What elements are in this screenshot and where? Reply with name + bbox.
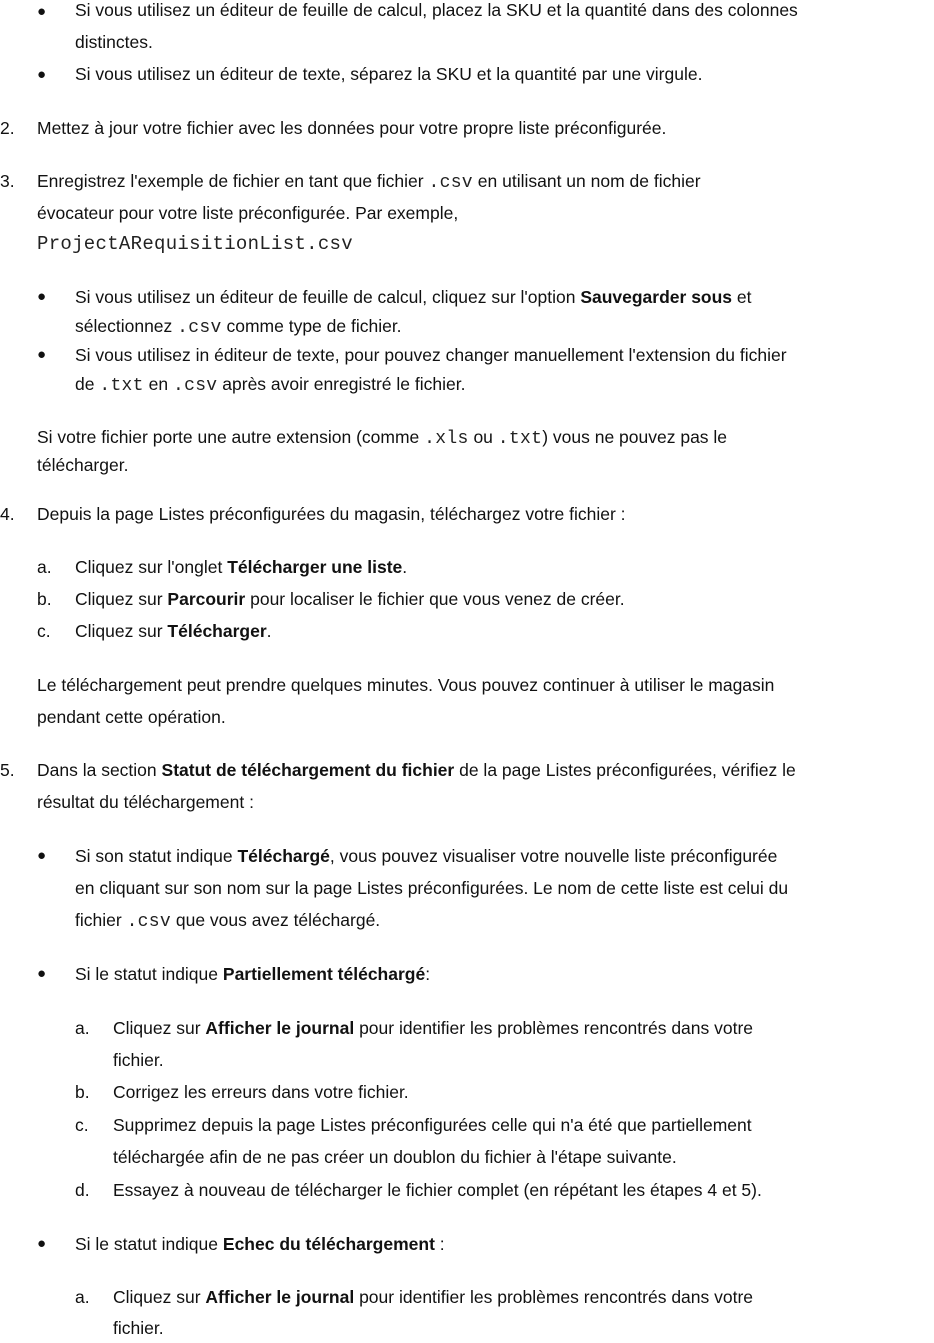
code-ext: .xls bbox=[424, 429, 469, 449]
sub-item-line: téléchargée afin de ne pas créer un doublon du fichier à l'étape suivante. bbox=[113, 1147, 677, 1167]
text-run: ) vous ne pouvez pas le bbox=[542, 427, 728, 447]
note-text-line: télécharger. bbox=[37, 455, 129, 475]
step-text bbox=[37, 167, 701, 198]
bullet-dot: ● bbox=[37, 965, 47, 982]
bold-label: Afficher le journal bbox=[205, 1287, 355, 1307]
step-text bbox=[37, 756, 796, 785]
bold-label: Sauvegarder sous bbox=[580, 287, 733, 307]
bullet-dot: ● bbox=[37, 847, 47, 864]
note-text bbox=[37, 423, 727, 454]
sub-item: Corrigez les erreurs dans votre fichier. bbox=[113, 1082, 409, 1102]
bold-label: Téléchargé bbox=[237, 846, 330, 866]
text-run: sélectionnez bbox=[75, 316, 173, 336]
bullet-dot: ● bbox=[37, 66, 47, 83]
step-text: Mettez à jour votre fichier avec les données pour votre propre liste préconfigurée. bbox=[37, 118, 667, 138]
sub-item bbox=[75, 553, 407, 582]
bullet-item bbox=[75, 0, 798, 57]
text-run: Cliquez sur l'onglet bbox=[75, 557, 223, 577]
sub-item bbox=[113, 1014, 753, 1043]
text-run: Si le statut indique bbox=[75, 964, 219, 984]
text-run: : bbox=[425, 964, 431, 984]
text-run: Dans la section bbox=[37, 760, 157, 780]
bold-label: Télécharger une liste bbox=[227, 557, 403, 577]
sub-marker: c. bbox=[37, 621, 51, 641]
sub-marker: a. bbox=[75, 1018, 90, 1038]
bullet-dot: ● bbox=[37, 3, 47, 20]
bullet-line: en cliquant sur son nom sur la page Listes préconfigurées. Le nom de cette liste est celui du bbox=[75, 878, 789, 898]
bullet-item: Si vous utilisez in éditeur de texte, pour pouvez changer manuellement l'extension du fichier bbox=[75, 345, 787, 365]
text-run: pour identifier les problèmes rencontrés dans votre bbox=[359, 1287, 754, 1307]
bullet-dot: ● bbox=[37, 346, 47, 363]
sub-item bbox=[113, 1283, 753, 1312]
bold-label: Télécharger bbox=[167, 621, 267, 641]
sub-item: Essayez à nouveau de télécharger le fichier complet (en répétant les étapes 4 et 5). bbox=[113, 1180, 762, 1200]
sub-marker: a. bbox=[75, 1287, 90, 1307]
bullet-item bbox=[75, 1230, 445, 1259]
sub-marker: b. bbox=[37, 589, 52, 609]
text-run: de la page Listes préconfigurées, vérifiez le bbox=[459, 760, 796, 780]
bullet-dot: ● bbox=[37, 1235, 47, 1252]
text-run: que vous avez téléchargé. bbox=[175, 910, 381, 930]
text-run: Si vous utilisez un éditeur de feuille de calcul, cliquez sur l'option bbox=[75, 287, 576, 307]
text-run: comme type de fichier. bbox=[226, 316, 402, 336]
text-run: Si votre fichier porte une autre extension (comme bbox=[37, 427, 420, 447]
text-run: Si son statut indique bbox=[75, 846, 233, 866]
sub-marker: b. bbox=[75, 1082, 90, 1102]
text-run: Enregistrez l'exemple de fichier en tant que fichier bbox=[37, 171, 424, 191]
code-ext: .csv bbox=[177, 318, 222, 338]
sub-marker: c. bbox=[75, 1115, 89, 1135]
text-run: ou bbox=[473, 427, 493, 447]
sub-item: Supprimez depuis la page Listes préconfigurées celle qui n'a été que partiellement bbox=[113, 1115, 752, 1135]
bold-label: Partiellement téléchargé bbox=[222, 964, 426, 984]
text-run: Si le statut indique bbox=[75, 1234, 219, 1254]
sub-item bbox=[75, 617, 272, 646]
text-run: de bbox=[75, 374, 95, 394]
text-run: pour identifier les problèmes rencontrés dans votre bbox=[359, 1018, 754, 1038]
sub-item-line: fichier. bbox=[113, 1050, 164, 1070]
step-number: 4. bbox=[0, 504, 15, 524]
text-run: Cliquez sur bbox=[113, 1287, 201, 1307]
text-run: : bbox=[439, 1234, 445, 1254]
sub-marker: a. bbox=[37, 557, 52, 577]
bullet-line bbox=[75, 312, 402, 343]
text-run: et bbox=[736, 287, 752, 307]
code-filename: ProjectARequisitionList.csv bbox=[37, 233, 353, 255]
text-run: Cliquez sur bbox=[75, 621, 163, 641]
text-run: Cliquez sur bbox=[75, 589, 163, 609]
step-number: 2. bbox=[0, 118, 15, 138]
step-text-line: évocateur pour votre liste préconfigurée. Par exemple, bbox=[37, 203, 459, 223]
bullet-dot: ● bbox=[37, 288, 47, 305]
code-ext: .txt bbox=[99, 376, 144, 396]
code-ext: .csv bbox=[172, 376, 218, 396]
step-number: 3. bbox=[0, 171, 15, 191]
text-run: après avoir enregistré le fichier. bbox=[222, 374, 466, 394]
sub-item bbox=[75, 585, 625, 614]
bullet-item: Si vous utilisez un éditeur de texte, séparez la SKU et la quantité par une virgule. bbox=[75, 64, 703, 84]
bullet-line: Si vous utilisez un éditeur de feuille de calcul, placez la SKU et la quantité dans des colonnes bbox=[75, 0, 798, 20]
text-run: pour localiser le fichier que vous venez de créer. bbox=[250, 589, 625, 609]
bullet-line bbox=[75, 370, 465, 401]
step-text-line: résultat du téléchargement : bbox=[37, 792, 254, 812]
text-run: en bbox=[148, 374, 169, 394]
code-ext: .csv bbox=[428, 173, 473, 193]
bullet-item bbox=[75, 283, 752, 312]
text-run: fichier bbox=[75, 910, 122, 930]
sub-item-line: fichier. bbox=[113, 1318, 164, 1338]
note-text: Le téléchargement peut prendre quelques minutes. Vous pouvez continuer à utiliser le magasin bbox=[37, 675, 775, 695]
bullet-line: distinctes. bbox=[75, 32, 153, 52]
text-run: , vous pouvez visualiser votre nouvelle liste préconfigurée bbox=[329, 846, 778, 866]
bullet-item bbox=[75, 842, 777, 871]
bold-label: Afficher le journal bbox=[205, 1018, 355, 1038]
note-text-line: pendant cette opération. bbox=[37, 707, 226, 727]
code-ext: .txt bbox=[497, 429, 543, 449]
bold-label: Statut de téléchargement du fichier bbox=[161, 760, 455, 780]
code-ext: .csv bbox=[126, 912, 171, 932]
sub-marker: d. bbox=[75, 1180, 90, 1200]
text-run: . bbox=[402, 557, 408, 577]
step-text: Depuis la page Listes préconfigurées du magasin, téléchargez votre fichier : bbox=[37, 504, 626, 524]
bullet-item bbox=[75, 960, 430, 989]
bold-label: Parcourir bbox=[167, 589, 246, 609]
text-run: Cliquez sur bbox=[113, 1018, 201, 1038]
bullet-line bbox=[75, 906, 380, 937]
bold-label: Echec du téléchargement bbox=[222, 1234, 435, 1254]
text-run: en utilisant un nom de fichier bbox=[477, 171, 701, 191]
text-run: . bbox=[266, 621, 272, 641]
step-number: 5. bbox=[0, 760, 15, 780]
